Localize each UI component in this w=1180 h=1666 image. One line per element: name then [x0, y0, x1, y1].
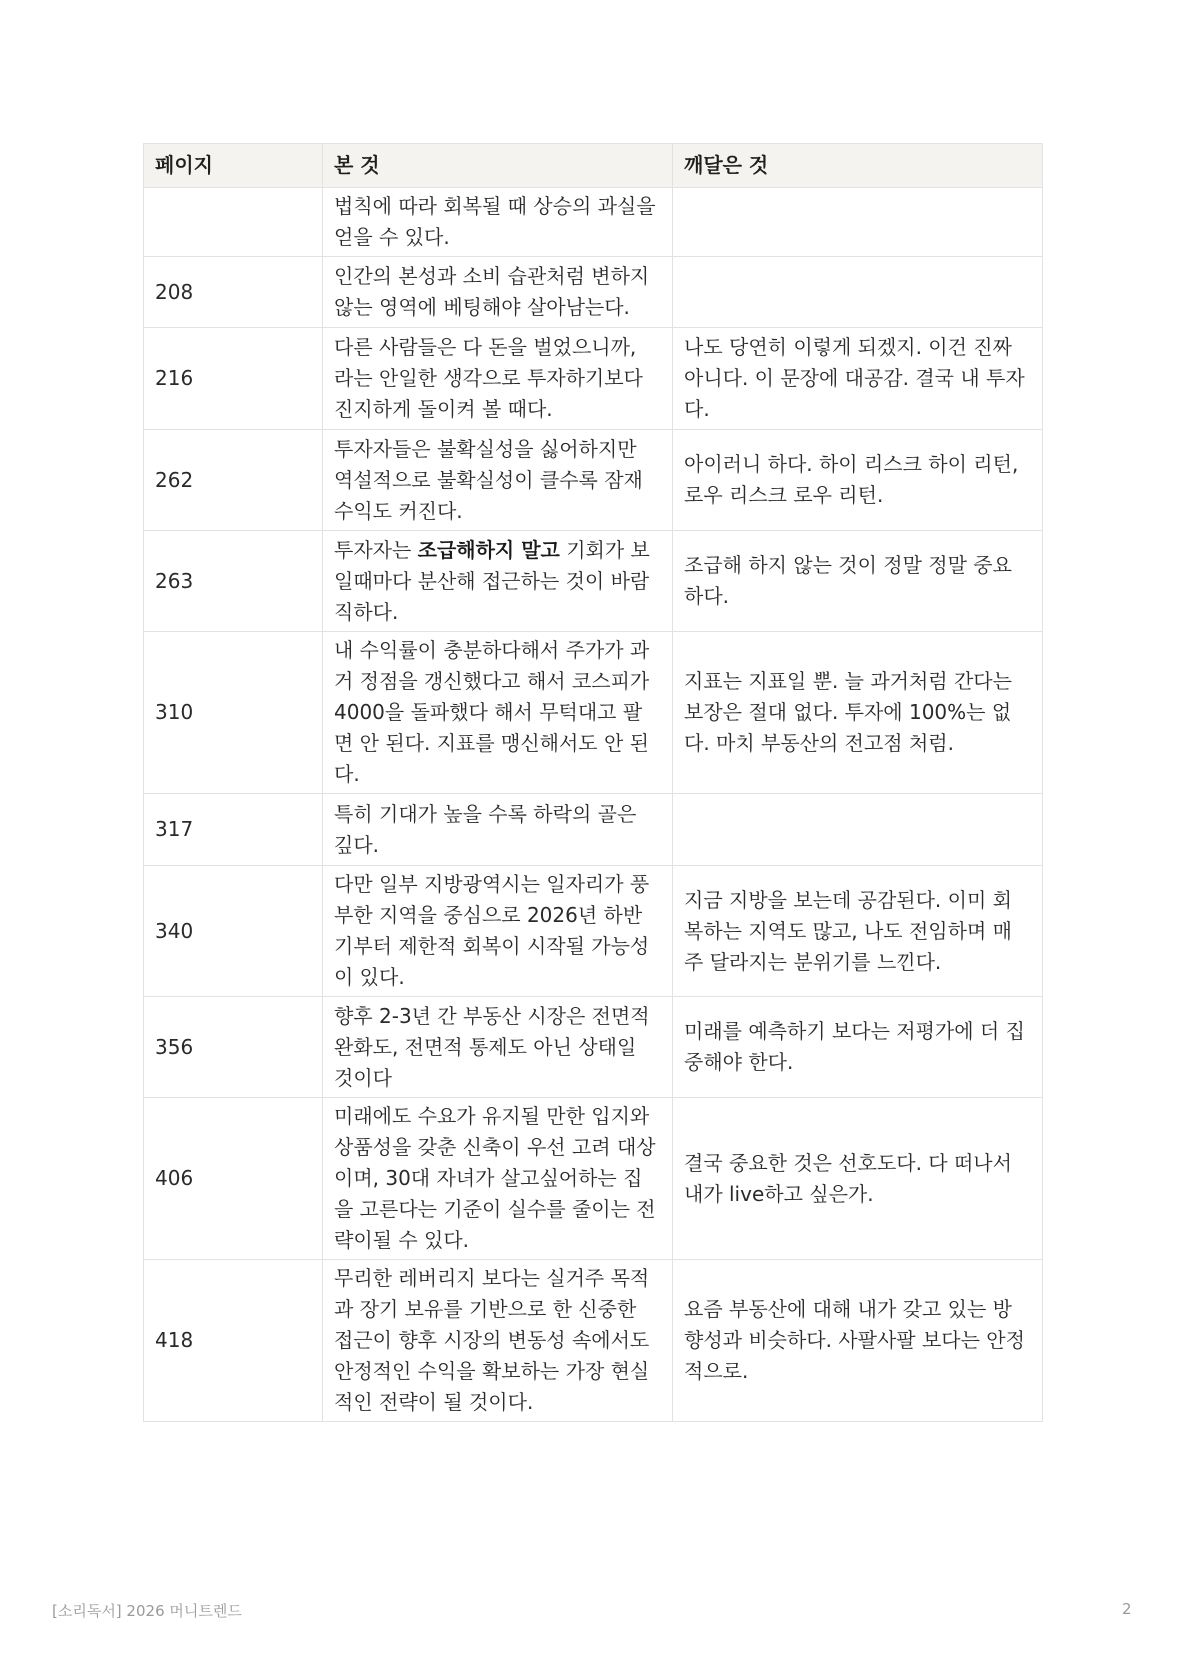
cell-page: 216 — [144, 328, 323, 430]
cell-page: 356 — [144, 997, 323, 1098]
cell-page: 262 — [144, 430, 323, 531]
table-row — [144, 257, 1043, 328]
header-seen: 본 것 — [323, 144, 673, 188]
seen-text-bold: 조급해하지 말고 — [417, 537, 560, 562]
cell-seen: 투자자들은 불확실성을 싫어하지만 역설적으로 불확실성이 클수록 잠재 수익도 커진다. — [323, 430, 673, 531]
cell-learned: 나도 당연히 이렇게 되겠지. 이건 진짜 아니다. 이 문장에 대공감. 결국 내 투자다. — [673, 328, 1043, 430]
cell-learned — [673, 257, 1043, 328]
table-row — [144, 531, 1043, 632]
cell-seen: 다만 일부 지방광역시는 일자리가 풍부한 지역을 중심으로 2026년 하반기부터 제한적 회복이 시작될 가능성이 있다. — [323, 866, 673, 997]
table-row — [144, 632, 1043, 794]
cell-seen: 내 수익률이 충분하다해서 주가가 과거 정점을 갱신했다고 해서 코스피가 4000을 돌파했다 해서 무턱대고 팔면 안 된다. 지표를 맹신해서도 안 된다. — [323, 632, 673, 794]
cell-learned: 조급해 하지 않는 것이 정말 정말 중요하다. — [673, 531, 1043, 632]
cell-learned — [673, 794, 1043, 866]
footer-source: [소리독서] 2026 머니트렌드 — [52, 1602, 242, 1620]
cell-seen — [323, 531, 673, 632]
table-row — [144, 866, 1043, 997]
seen-text-before: 투자자는 — [334, 537, 418, 562]
cell-seen: 무리한 레버리지 보다는 실거주 목적과 장기 보유를 기반으로 한 신중한 접근이 향후 시장의 변동성 속에서도 안정적인 수익을 확보하는 가장 현실적인 전략이 될 것이다. — [323, 1260, 673, 1422]
cell-page: 208 — [144, 257, 323, 328]
cell-page: 418 — [144, 1260, 323, 1422]
cell-seen: 다른 사람들은 다 돈을 벌었으니까, 라는 안일한 생각으로 투자하기보다 진지하게 돌이켜 볼 때다. — [323, 328, 673, 430]
cell-page: 310 — [144, 632, 323, 794]
table-row — [144, 1098, 1043, 1260]
cell-seen: 법칙에 따라 회복될 때 상승의 과실을 얻을 수 있다. — [323, 188, 673, 257]
footer-page-number: 2 — [1122, 1600, 1132, 1618]
cell-learned: 결국 중요한 것은 선호도다. 다 떠나서 내가 live하고 싶은가. — [673, 1098, 1043, 1260]
table-row — [144, 794, 1043, 866]
cell-learned — [673, 188, 1043, 257]
cell-learned: 아이러니 하다. 하이 리스크 하이 리턴, 로우 리스크 로우 리턴. — [673, 430, 1043, 531]
cell-page — [144, 188, 323, 257]
cell-seen: 인간의 본성과 소비 습관처럼 변하지 않는 영역에 베팅해야 살아남는다. — [323, 257, 673, 328]
header-learned: 깨달은 것 — [673, 144, 1043, 188]
cell-page: 406 — [144, 1098, 323, 1260]
cell-learned: 지표는 지표일 뿐. 늘 과거처럼 간다는 보장은 절대 없다. 투자에 100%는 없다. 마치 부동산의 전고점 처럼. — [673, 632, 1043, 794]
table-header-row — [144, 144, 1043, 188]
cell-page: 340 — [144, 866, 323, 997]
table-row — [144, 430, 1043, 531]
seen-text-after: 기회가 보일때마다 분산해 접근하는 것이 바람직하다. — [334, 537, 650, 624]
table-row — [144, 997, 1043, 1098]
notes-table — [143, 143, 1043, 1422]
cell-learned: 미래를 예측하기 보다는 저평가에 더 집중해야 한다. — [673, 997, 1043, 1098]
cell-seen: 특히 기대가 높을 수록 하락의 골은 깊다. — [323, 794, 673, 866]
cell-page: 317 — [144, 794, 323, 866]
cell-learned: 지금 지방을 보는데 공감된다. 이미 회복하는 지역도 많고, 나도 전임하며 매주 달라지는 분위기를 느낀다. — [673, 866, 1043, 997]
table-row — [144, 1260, 1043, 1422]
cell-seen: 향후 2-3년 간 부동산 시장은 전면적 완화도, 전면적 통제도 아닌 상태일 것이다 — [323, 997, 673, 1098]
table-row — [144, 188, 1043, 257]
header-page: 페이지 — [144, 144, 323, 188]
cell-seen: 미래에도 수요가 유지될 만한 입지와 상품성을 갖춘 신축이 우선 고려 대상이며, 30대 자녀가 살고싶어하는 집을 고른다는 기준이 실수를 줄이는 전략이될 수 있다. — [323, 1098, 673, 1260]
table-row — [144, 328, 1043, 430]
cell-learned: 요즘 부동산에 대해 내가 갖고 있는 방향성과 비슷하다. 사팔사팔 보다는 안정적으로. — [673, 1260, 1043, 1422]
cell-page: 263 — [144, 531, 323, 632]
